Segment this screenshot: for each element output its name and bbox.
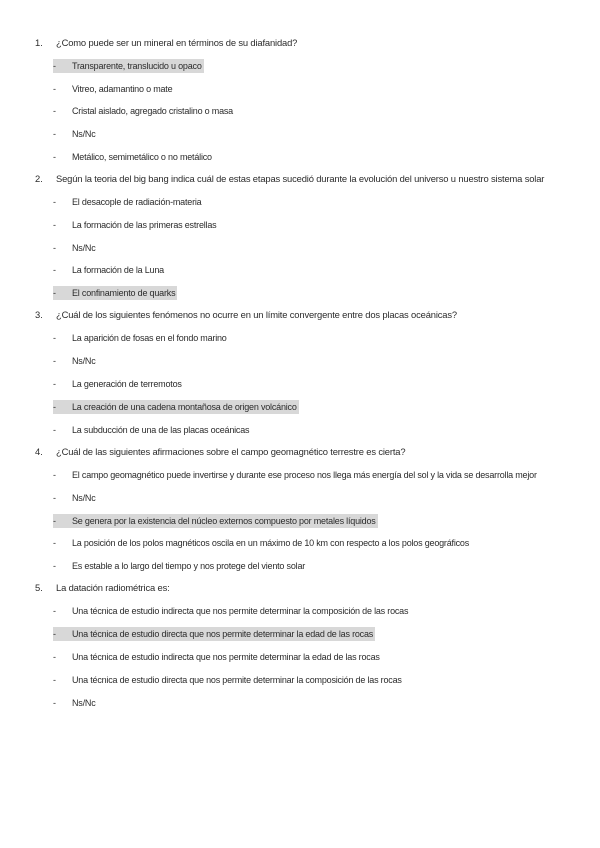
bullet-dash: - — [53, 425, 56, 435]
option-text: Cristal aislado, agregado cristalino o masa — [72, 106, 233, 116]
bullet-dash: - — [53, 61, 56, 71]
option[interactable] — [53, 377, 182, 391]
option-text: Ns/Nc — [72, 698, 96, 708]
bullet-dash: - — [53, 243, 56, 253]
option-text: Ns/Nc — [72, 356, 96, 366]
option[interactable] — [53, 150, 212, 164]
option-text: Ns/Nc — [72, 493, 96, 503]
option-text: Una técnica de estudio directa que nos permite determinar la composición de las rocas — [72, 675, 402, 685]
option-text: La generación de terremotos — [72, 379, 182, 389]
bullet-dash: - — [53, 333, 56, 343]
bullet-dash: - — [53, 356, 56, 366]
option-text: La subducción de una de las placas oceánicas — [72, 425, 250, 435]
bullet-dash: - — [53, 675, 56, 685]
question-text: ¿Cuál de los siguientes fenómenos no ocurre en un límite convergente entre dos placas oceánicas? — [56, 309, 457, 320]
question-4 — [35, 446, 405, 457]
option[interactable] — [53, 650, 380, 664]
option-text: La creación de una cadena montañosa de origen volcánico — [72, 402, 297, 412]
option-text: El desacople de radiación-materia — [72, 197, 202, 207]
bullet-dash: - — [53, 265, 56, 275]
option[interactable] — [53, 241, 96, 255]
bullet-dash: - — [53, 698, 56, 708]
option[interactable] — [53, 127, 96, 141]
question-5 — [35, 582, 170, 593]
bullet-dash: - — [53, 629, 56, 639]
option[interactable] — [53, 104, 233, 118]
bullet-dash: - — [53, 516, 56, 526]
bullet-dash: - — [53, 152, 56, 162]
bullet-dash: - — [53, 84, 56, 94]
bullet-dash: - — [53, 470, 56, 480]
option-text: Una técnica de estudio indirecta que nos permite determinar la composición de las rocas — [72, 606, 409, 616]
bullet-dash: - — [53, 106, 56, 116]
option-text: Metálico, semimetálico o no metálico — [72, 152, 212, 162]
option-text: Es estable a lo largo del tiempo y nos protege del viento solar — [72, 561, 306, 571]
question-1 — [35, 37, 297, 48]
option[interactable] — [53, 59, 204, 73]
bullet-dash: - — [53, 538, 56, 548]
question-text: ¿Cuál de las siguientes afirmaciones sobre el campo geomagnético terrestre es cierta? — [56, 446, 406, 457]
option[interactable] — [53, 536, 469, 550]
option[interactable] — [53, 263, 164, 277]
option[interactable] — [53, 627, 375, 641]
option-text: La formación de la Luna — [72, 265, 164, 275]
option[interactable] — [53, 286, 177, 300]
option[interactable] — [53, 468, 537, 482]
question-text: La datación radiométrica es: — [56, 582, 170, 593]
option[interactable] — [53, 514, 378, 528]
option[interactable] — [53, 423, 249, 437]
question-2 — [35, 173, 544, 184]
question-text: Según la teoria del big bang indica cuál de estas etapas sucedió durante la evolución del universo u nuestro sistema solar — [56, 173, 545, 184]
option[interactable] — [53, 354, 96, 368]
option-text: Transparente, translucido u opaco — [72, 61, 202, 71]
bullet-dash: - — [53, 197, 56, 207]
question-number: 2. — [35, 173, 43, 184]
option[interactable] — [53, 491, 96, 505]
option[interactable] — [53, 673, 402, 687]
option[interactable] — [53, 218, 216, 232]
option-text: Se genera por la existencia del núcleo externos compuesto por metales líquidos — [72, 516, 376, 526]
option[interactable] — [53, 195, 201, 209]
option-text: El campo geomagnético puede invertirse y durante ese proceso nos llega más energía del sol y la vida se desarrolla mejor — [72, 470, 537, 480]
bullet-dash: - — [53, 606, 56, 616]
option[interactable] — [53, 400, 299, 414]
option[interactable] — [53, 696, 96, 710]
option-text: Vitreo, adamantino o mate — [72, 84, 173, 94]
bullet-dash: - — [53, 493, 56, 503]
option-text: Una técnica de estudio directa que nos permite determinar la edad de las rocas — [72, 629, 374, 639]
bullet-dash: - — [53, 652, 56, 662]
option-text: La posición de los polos magnéticos oscila en un máximo de 10 km con respecto a los polos geográficos — [72, 538, 470, 548]
option[interactable] — [53, 82, 172, 96]
bullet-dash: - — [53, 129, 56, 139]
option-text: Ns/Nc — [72, 129, 96, 139]
bullet-dash: - — [53, 561, 56, 571]
option-text: La aparición de fosas en el fondo marino — [72, 333, 227, 343]
option-text: Una técnica de estudio indirecta que nos permite determinar la edad de las rocas — [72, 652, 380, 662]
question-number: 5. — [35, 582, 43, 593]
question-3 — [35, 309, 457, 320]
bullet-dash: - — [53, 402, 56, 412]
question-number: 4. — [35, 446, 43, 457]
option-text: El confinamiento de quarks — [72, 288, 176, 298]
bullet-dash: - — [53, 379, 56, 389]
question-number: 3. — [35, 309, 43, 320]
option[interactable] — [53, 559, 305, 573]
option-text: Ns/Nc — [72, 243, 96, 253]
option[interactable] — [53, 604, 408, 618]
question-number: 1. — [35, 37, 43, 48]
option[interactable] — [53, 331, 227, 345]
option-text: La formación de las primeras estrellas — [72, 220, 217, 230]
bullet-dash: - — [53, 288, 56, 298]
question-text: ¿Como puede ser un mineral en términos de su diafanidad? — [56, 37, 298, 48]
bullet-dash: - — [53, 220, 56, 230]
